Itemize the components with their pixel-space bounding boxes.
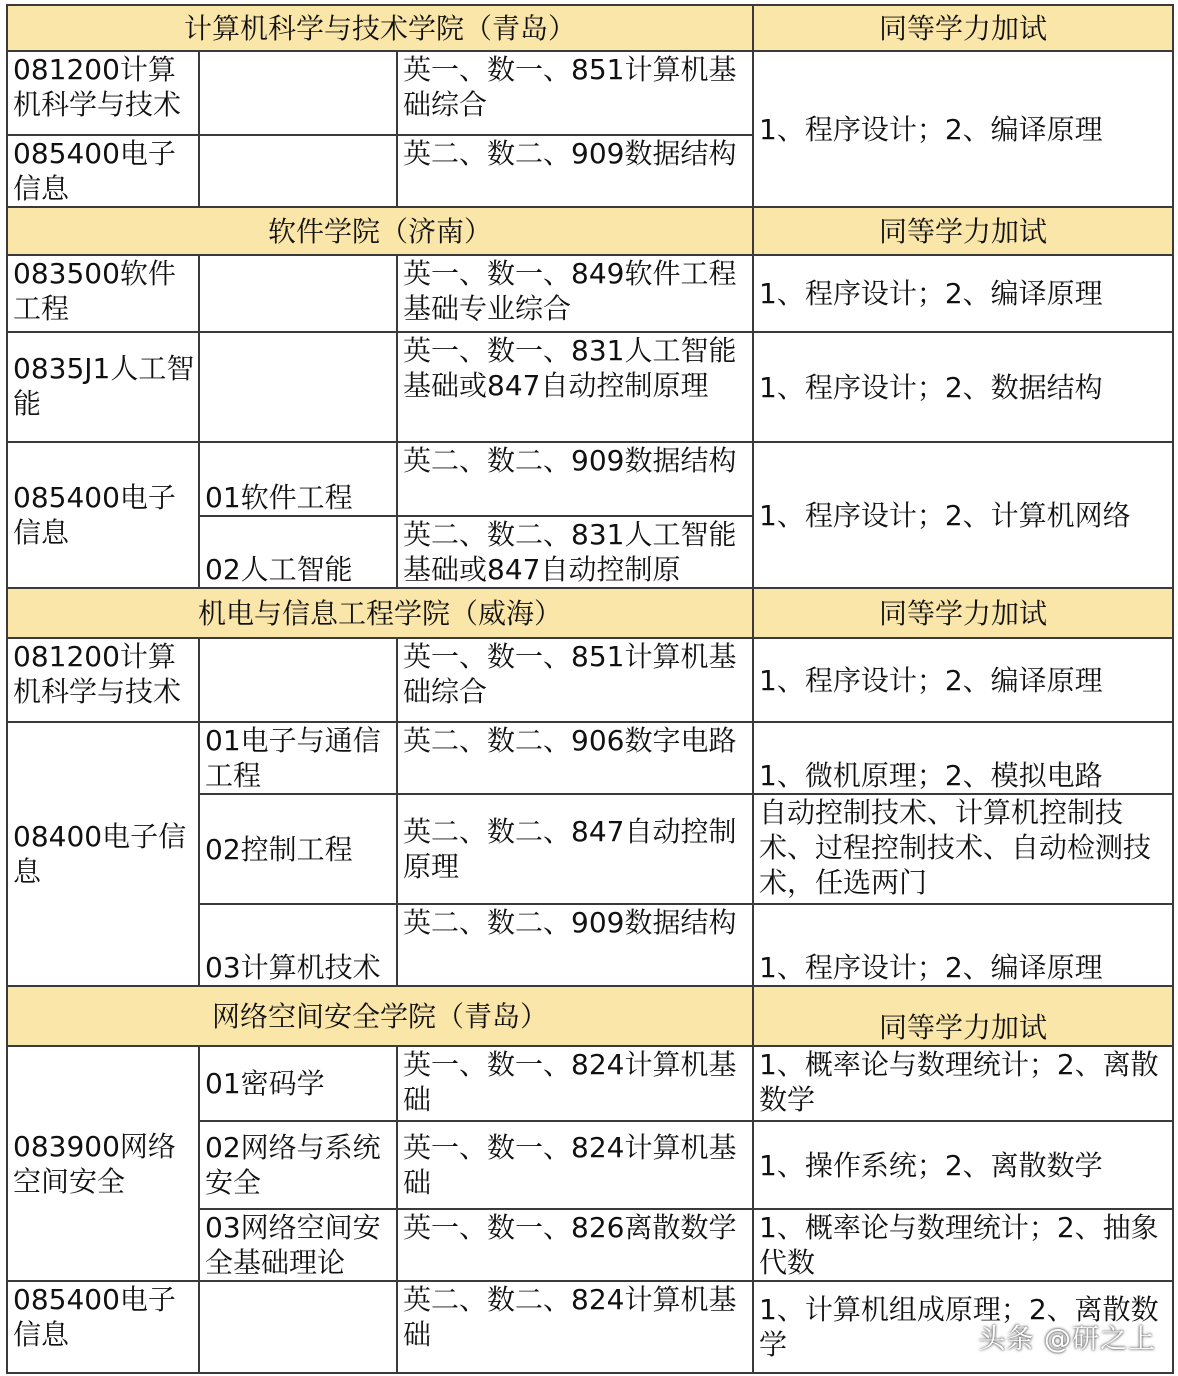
direction-cell [199,1281,397,1373]
exam-subjects-cell: 英二、数二、824计算机基础 [397,1281,753,1373]
table-row [7,442,1173,516]
column-header-extra-exam: 同等学力加试 [753,207,1173,255]
table-row [7,332,1173,442]
extra-exam-cell: 1、程序设计；2、编译原理 [753,904,1173,986]
exam-subjects-cell: 英二、数二、909数据结构 [397,904,753,986]
major-cell: 0835J1人工智能 [7,332,199,442]
extra-exam-cell: 1、程序设计；2、编译原理 [753,638,1173,722]
exam-subjects-cell: 英一、数一、849软件工程基础专业综合 [397,255,753,332]
extra-exam-cell: 1、程序设计；2、编译原理 [753,51,1173,207]
extra-exam-cell: 1、微机原理；2、模拟电路 [753,722,1173,794]
section-header-row [7,588,1173,638]
table-row [7,255,1173,332]
extra-exam-cell: 1、操作系统；2、离散数学 [753,1121,1173,1209]
extra-exam-cell: 自动控制技术、计算机控制技术、过程控制技术、自动检测技术，任选两门 [753,794,1173,904]
major-cell: 085400电子信息 [7,442,199,588]
major-cell: 081200计算机科学与技术 [7,638,199,722]
section-header-row [7,986,1173,1046]
exam-subjects-cell: 英一、数一、831人工智能基础或847自动控制原理 [397,332,753,442]
direction-cell: 03计算机技术 [199,904,397,986]
column-header-extra-exam: 同等学力加试 [753,5,1173,51]
section-title: 计算机科学与技术学院（青岛） [7,5,753,51]
extra-exam-cell: 1、程序设计；2、数据结构 [753,332,1173,442]
admission-table [6,4,1174,1374]
major-cell: 083500软件工程 [7,255,199,332]
section-header-row [7,5,1173,51]
extra-exam-cell: 1、概率论与数理统计；2、抽象代数 [753,1209,1173,1281]
direction-cell: 03网络空间安全基础理论 [199,1209,397,1281]
direction-cell: 01电子与通信工程 [199,722,397,794]
extra-exam-cell: 1、概率论与数理统计；2、离散数学 [753,1046,1173,1121]
section-title: 软件学院（济南） [7,207,753,255]
direction-cell [199,332,397,442]
major-cell: 085400电子信息 [7,1281,199,1373]
direction-cell: 01软件工程 [199,442,397,516]
exam-subjects-cell: 英二、数二、909数据结构 [397,442,753,516]
exam-subjects-cell: 英二、数二、847自动控制原理 [397,794,753,904]
exam-subjects-cell: 英一、数一、826离散数学 [397,1209,753,1281]
column-header-extra-exam: 同等学力加试 [753,986,1173,1046]
major-cell: 081200计算机科学与技术 [7,51,199,135]
direction-cell: 02人工智能 [199,516,397,588]
column-header-extra-exam: 同等学力加试 [753,588,1173,638]
direction-cell: 01密码学 [199,1046,397,1121]
extra-exam-cell: 1、程序设计；2、计算机网络 [753,442,1173,588]
direction-cell [199,135,397,207]
watermark: 头条 @研之上 [978,1324,1156,1355]
exam-subjects-cell: 英二、数二、906数字电路 [397,722,753,794]
section-title: 网络空间安全学院（青岛） [7,986,753,1046]
table-row [7,722,1173,794]
exam-subjects-cell: 英一、数一、824计算机基础 [397,1121,753,1209]
major-cell: 085400电子信息 [7,135,199,207]
direction-cell [199,255,397,332]
section-title: 机电与信息工程学院（威海） [7,588,753,638]
table-row [7,51,1173,135]
exam-subjects-cell: 英一、数一、851计算机基础综合 [397,638,753,722]
major-cell: 08400电子信息 [7,722,199,986]
table-row [7,638,1173,722]
major-cell: 083900网络空间安全 [7,1046,199,1281]
direction-cell: 02网络与系统安全 [199,1121,397,1209]
direction-cell [199,638,397,722]
direction-cell [199,51,397,135]
extra-exam-cell: 1、程序设计；2、编译原理 [753,255,1173,332]
exam-subjects-cell: 英一、数一、824计算机基础 [397,1046,753,1121]
exam-subjects-cell: 英二、数二、909数据结构 [397,135,753,207]
table-row [7,1046,1173,1121]
exam-subjects-cell: 英一、数一、851计算机基础综合 [397,51,753,135]
exam-subjects-cell: 英二、数二、831人工智能基础或847自动控制原 [397,516,753,588]
extra-exam-cell: 1、计算机组成原理；2、离散数学 [753,1281,1173,1373]
direction-cell: 02控制工程 [199,794,397,904]
section-header-row [7,207,1173,255]
